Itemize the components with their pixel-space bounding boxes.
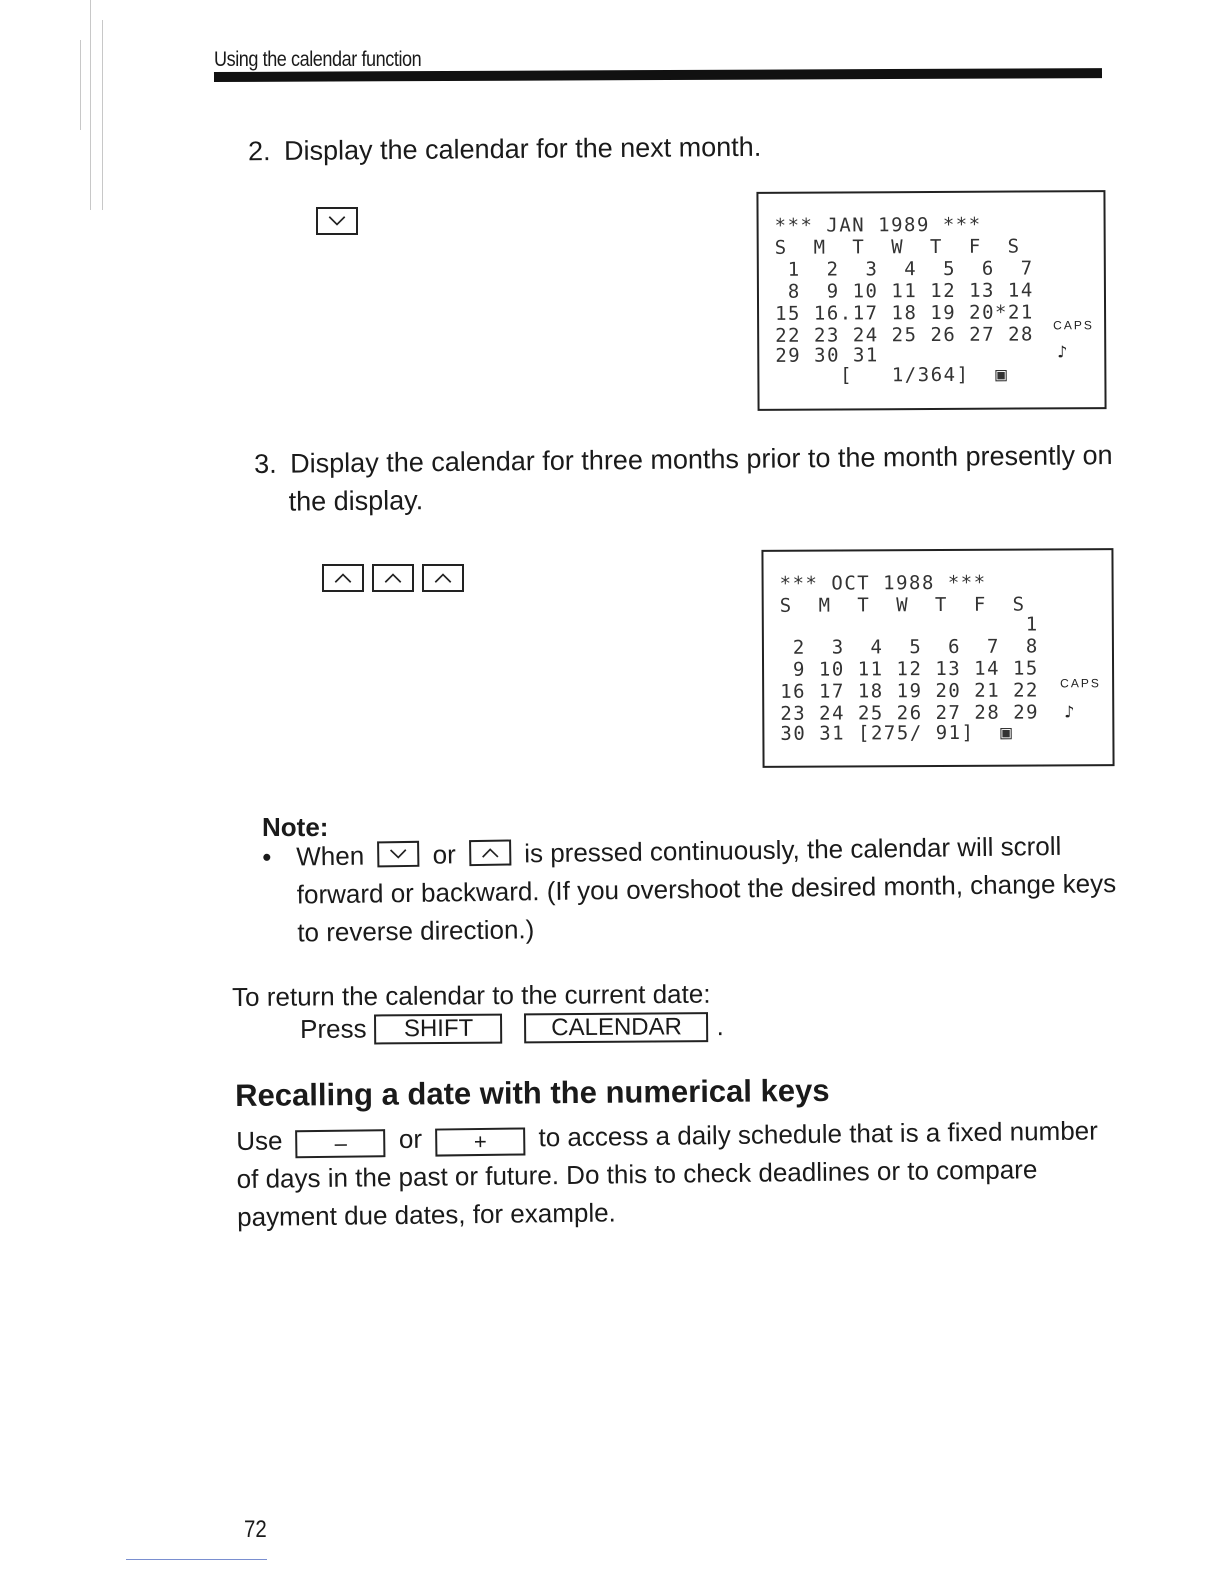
chevron-down-icon xyxy=(379,843,417,866)
lcd-row: 29 30 31 xyxy=(775,344,879,367)
lcd-display-jan-1989 xyxy=(756,190,1106,411)
chevron-up-icon xyxy=(471,842,509,865)
binding-margin-marks xyxy=(78,0,108,220)
down-arrow-key[interactable] xyxy=(377,841,419,868)
page-number: 72 xyxy=(244,1516,267,1543)
step-3 xyxy=(254,436,1125,521)
press-end: . xyxy=(716,1011,724,1042)
chevron-up-icon xyxy=(324,566,362,590)
step-number: 2. xyxy=(247,136,271,167)
lcd-row: S M T W T F S xyxy=(774,235,1021,259)
running-header: Using the calendar function xyxy=(214,48,422,71)
up-arrow-key[interactable] xyxy=(422,564,464,592)
lcd-row: 16 17 18 19 20 21 22 xyxy=(780,679,1040,703)
lcd-row: 30 31 [275/ 91] ▣ xyxy=(780,721,1014,745)
footer-rule xyxy=(126,1559,267,1560)
minus-key[interactable]: – xyxy=(296,1129,386,1158)
chevron-up-icon xyxy=(424,566,462,590)
shift-key[interactable]: SHIFT xyxy=(374,1013,502,1044)
step-number: 3. xyxy=(254,448,277,479)
up-arrow-key[interactable] xyxy=(372,564,414,592)
step-3-keys xyxy=(322,564,464,592)
note-title: Note: xyxy=(262,812,329,842)
plus-key[interactable]: + xyxy=(435,1127,525,1156)
note-body xyxy=(262,826,1124,952)
note-text-or: or xyxy=(432,839,456,870)
lcd-row: 15 16.17 18 19 20*21 xyxy=(775,301,1034,325)
step-text-continued: the display. xyxy=(288,485,424,517)
lcd-row: *** JAN 1989 *** xyxy=(774,213,982,237)
press-line xyxy=(300,1011,724,1045)
section-body xyxy=(236,1111,1127,1236)
lcd-row: [ 1/364] ▣ xyxy=(775,363,1009,387)
chevron-down-icon xyxy=(318,209,356,233)
section-body-text: to access a daily schedule that is a fixed number of days in the past or future. Do this to check deadlines or to compare payment due dates, for example. xyxy=(236,1115,1098,1232)
up-arrow-key[interactable] xyxy=(322,564,364,592)
note-text-rest: is pressed continuously, the calendar will scroll forward or backward. (If you overshoot the desired month, change keys to reverse direction.) xyxy=(296,830,1117,948)
return-instruction: To return the calendar to the current date: xyxy=(232,978,711,1012)
step-text: Display the calendar for three months prior to the month presently on xyxy=(290,440,1113,479)
lcd-row: 23 24 25 26 27 28 29 xyxy=(780,701,1040,725)
step-2 xyxy=(248,128,762,170)
lcd-display-oct-1988 xyxy=(761,548,1114,768)
caps-indicator: CAPS xyxy=(1060,676,1101,691)
lcd-row: *** OCT 1988 *** xyxy=(779,571,987,595)
section-heading: Recalling a date with the numerical keys xyxy=(235,1072,830,1113)
lcd-row: 8 9 10 11 12 13 14 xyxy=(774,279,1034,303)
lcd-row: 1 2 3 4 5 6 7 xyxy=(774,257,1034,281)
chevron-up-icon xyxy=(374,566,412,590)
caps-indicator: CAPS xyxy=(1053,318,1094,333)
note-text-when: When xyxy=(296,840,365,872)
bullet: • xyxy=(262,841,272,872)
up-arrow-key[interactable] xyxy=(469,840,511,867)
step-text: Display the calendar for the next month. xyxy=(283,131,762,166)
down-arrow-key[interactable] xyxy=(316,207,358,235)
lcd-row: 2 3 4 5 6 7 8 xyxy=(779,635,1039,659)
lcd-row: 1 xyxy=(779,613,1039,637)
lcd-row: S M T W T F S xyxy=(779,593,1026,617)
lcd-row: 22 23 24 25 26 27 28 xyxy=(775,323,1035,347)
press-label: Press xyxy=(300,1013,367,1044)
step-2-keys xyxy=(316,207,358,235)
music-note-icon: ♪ xyxy=(1064,702,1075,722)
calendar-key[interactable]: CALENDAR xyxy=(524,1012,708,1043)
music-note-icon: ♪ xyxy=(1057,342,1068,362)
or-text: or xyxy=(398,1123,423,1155)
use-text: Use xyxy=(236,1125,283,1156)
lcd-row: 9 10 11 12 13 14 15 xyxy=(780,657,1039,681)
